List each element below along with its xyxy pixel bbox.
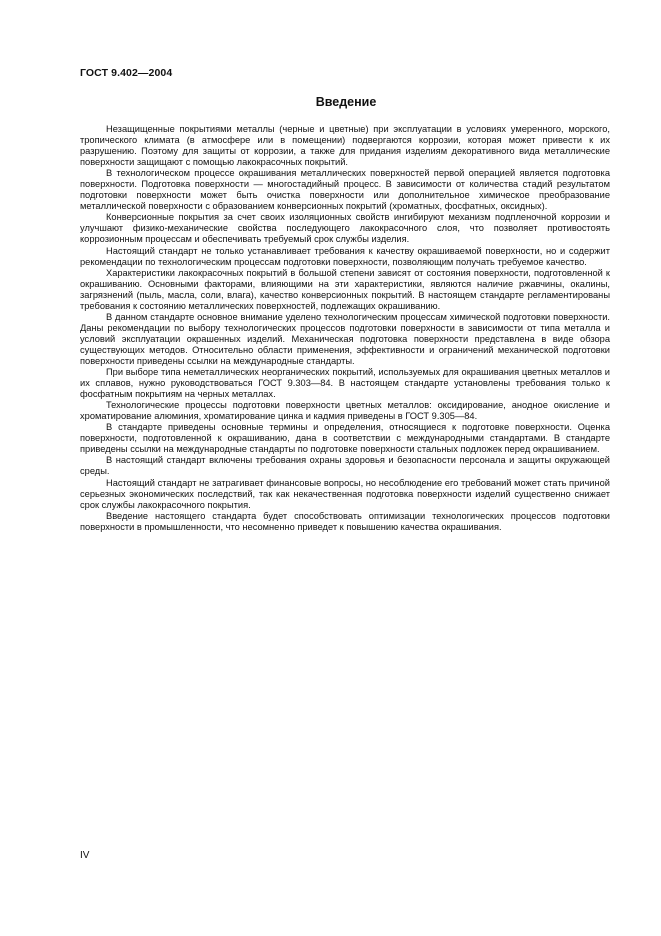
- paragraph: Введение настоящего стандарта будет способствовать оптимизации технологических процессов подготовки поверхности в промышленности, что несомненно приведет к повышению качества окрашивания.: [80, 510, 610, 532]
- body-text: [80, 124, 610, 533]
- paragraph: Конверсионные покрытия за счет своих изоляционных свойств ингибируют механизм подпленочной коррозии и улучшают физико-механические свойства последующего лакокрасочного слоя, что позволяет противостоять коррозионным процессам и обеспечивать требуемый срок службы изделия.: [80, 212, 610, 245]
- page-number: IV: [80, 850, 90, 861]
- paragraph: При выборе типа неметаллических неорганических покрытий, используемых для окрашивания цветных металлов и их сплавов, нужно руководствоваться ГОСТ 9.303—84. В настоящем стандарте установлены требования только к фосфатным покрытиям на черных металлах.: [80, 367, 610, 400]
- paragraph: Незащищенные покрытиями металлы (черные и цветные) при эксплуатации в условиях умеренного, морского, тропического климата (в атмосфере или в помещении) подвергаются коррозии, которая может привести к их разрушению. Поэтому для защиты от коррозии, а также для придания изделиям декоративного вида металлические поверхности защищают с помощью лакокрасочных покрытий.: [80, 124, 610, 168]
- paragraph: Настоящий стандарт не затрагивает финансовые вопросы, но несоблюдение его требований может стать причиной серьезных экономических последствий, так как некачественная подготовка поверхности изделий существенно снижает срок службы лакокрасочного покрытия.: [80, 477, 610, 510]
- paragraph: В настоящий стандарт включены требования охраны здоровья и безопасности персонала и защиты окружающей среды.: [80, 455, 610, 477]
- paragraph: В технологическом процессе окрашивания металлических поверхностей первой операцией является подготовка поверхности. Подготовка поверхности — многостадийный процесс. В зависимости от количества стадий результатом подготовки поверхности может быть очистка поверхности или дополнительное химическое преобразование металлической поверхности с образованием конверсионных покрытий (хроматных, фосфатных, оксидных).: [80, 168, 610, 212]
- paragraph: В данном стандарте основное внимание уделено технологическим процессам химической подготовки поверхности. Даны рекомендации по выбору технологических процессов подготовки поверхности в зависимости от типа металла и условий эксплуатации окрашенных изделий. Механическая подготовка поверхности представлена в виде обзора существующих методов. Относительно области применения, эффективности и ограничений механической подготовки поверхности приведены ссылки на международные стандарты.: [80, 311, 610, 366]
- paragraph: Настоящий стандарт не только устанавливает требования к качеству окрашиваемой поверхности, но и содержит рекомендации по технологическим процессам подготовки поверхности, позволяющим получать требуемое качество.: [80, 245, 610, 267]
- paragraph: Характеристики лакокрасочных покрытий в большой степени зависят от состояния поверхности, подготовленной к окрашиванию. Основными факторами, влияющими на эти характеристики, являются наличие ржавчины, окалины, загрязнений (пыль, масла, соли, влага), качество конверсионных покрытий. В настоящем стандарте регламентированы требования к состоянию металлических поверхностей, подлежащих окрашиванию.: [80, 267, 610, 311]
- paragraph: В стандарте приведены основные термины и определения, относящиеся к подготовке поверхности. Оценка поверхности, подготовленной к окрашиванию, дана в соответствии с международными стандартами. В стандарте приведены ссылки на международные стандарты по подготовке поверхности стальных подложек перед окрашиванием.: [80, 422, 610, 455]
- paragraph: Технологические процессы подготовки поверхности цветных металлов: оксидирование, анодное окисление и хроматирование алюминия, хроматирование цинка и кадмия приведены в ГОСТ 9.305—84.: [80, 400, 610, 422]
- section-title: Введение: [315, 95, 377, 109]
- document-header: ГОСТ 9.402—2004: [80, 67, 173, 79]
